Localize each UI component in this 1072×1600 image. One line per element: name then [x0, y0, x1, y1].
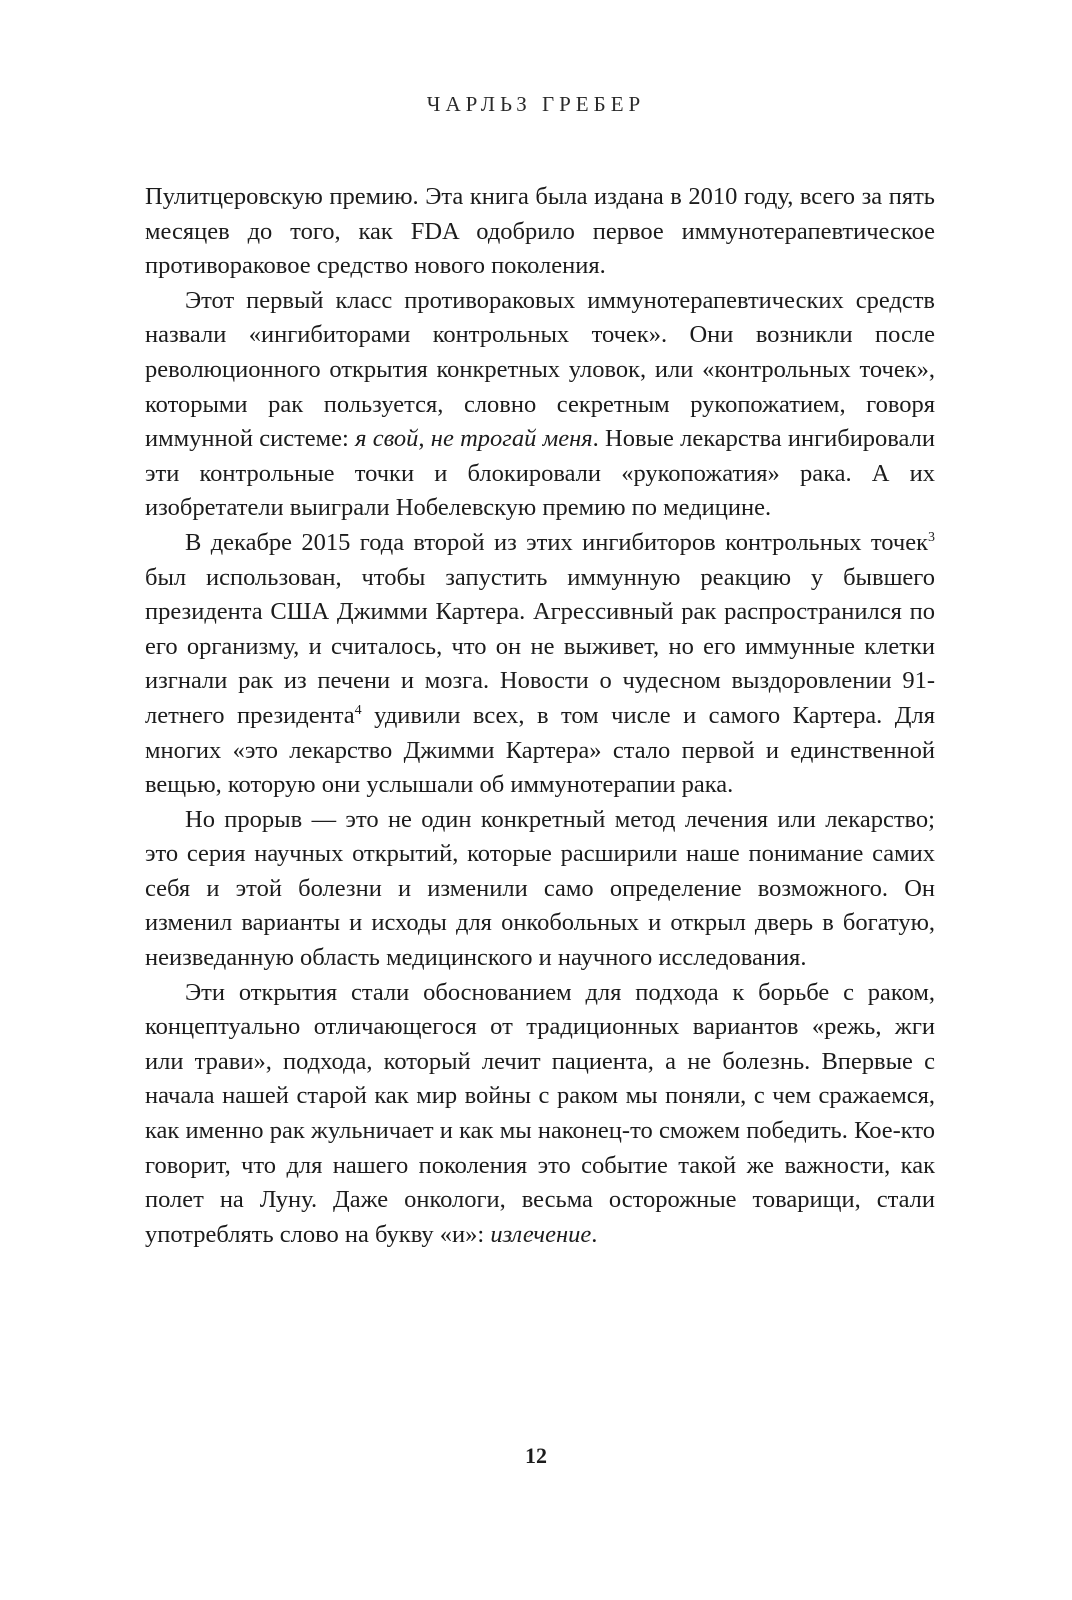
paragraph-3-text-c: удивили всех, в том числе и самого Картера. Для многих «это лекарство Джимми Картера» стало первой и единственной вещью, которую они услышали об иммунотерапии рака.: [145, 701, 936, 799]
paragraph-2-italic: я свой, не трогай меня: [355, 425, 593, 453]
paragraph-2-text-a: Этот первый класс противораковых иммунотерапевтических средств назвали «ингибиторами контрольных точек». Они возникли после революционного открытия конкретных уловок, или «контрольных точек», которыми рак пользуется, словно секретным рукопожатием, говоря иммунной системе:: [145, 286, 935, 453]
paragraph-5-text-b: .: [591, 1220, 598, 1248]
paragraph-2-text-b: . Новые лекарства ингибировали эти контрольные точки и блокировали «рукопожатия» рака. А их изобретатели выиграли Нобелевскую премию по медицине.: [145, 425, 935, 522]
paragraph-1: Пулитцеровскую премию. Эта книга была издана в 2010 году, всего за пять месяцев до того, как FDA одобрило первое иммунотерапевтическое противораковое средство нового поколения.: [145, 183, 935, 280]
paragraph-3: [145, 526, 935, 803]
paragraph-3-text-a: В декабре 2015 года второй из этих ингибиторов контрольных точек: [185, 528, 928, 556]
footnote-marker-3[interactable]: 3: [928, 529, 935, 545]
paragraph-2: [145, 284, 935, 526]
page-number: 12: [525, 1443, 547, 1468]
body-text: [145, 180, 935, 1252]
running-head-author: ЧАРЛЬЗ ГРЕБЕР: [426, 92, 646, 116]
paragraph-5-text-a: Эти открытия стали обоснованием для подхода к борьбе с раком, концептуально отличающегося от традиционных вариантов «режь, жги или трави», подхода, который лечит пациента, а не болезнь. Впервые с начала нашей старой как мир войны с раком мы поняли, с чем сражаемся, как именно рак жульничает и как мы наконец-то сможем победить. Кое-кто говорит, что для нашего поколения это событие такой же важности, как полет на Луну. Даже онкологи, весьма осторожные товарищи, стали употреблять слово на букву «и»:: [145, 978, 935, 1248]
paragraph-5: [145, 976, 935, 1253]
paragraph-3-text-b: был использован, чтобы запустить иммунную реакцию у бывшего президента США Джимми Картера. Агрессивный рак распространился по его организму, и считалось, что он не выживет, но его иммунные клетки изгнали рак из печени и мозга. Новости о чудесном выздоровлении 91-летнего президента: [145, 563, 935, 729]
paragraph-5-italic: излечение: [490, 1220, 592, 1248]
footnote-marker-4[interactable]: 4: [354, 702, 362, 718]
paragraph-4: Но прорыв — это не один конкретный метод лечения или лекарство; это серия научных открытий, которые расширили наше понимание самих себя и этой болезни и изменили само определение возможного. Он изменил варианты и исходы для онкобольных и открыл дверь в богатую, неизведанную область медицинского и научного исследования.: [145, 805, 935, 972]
